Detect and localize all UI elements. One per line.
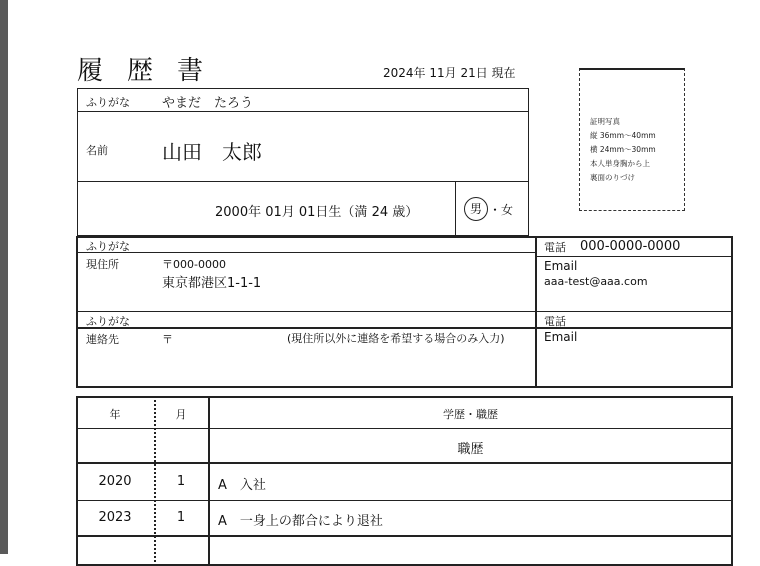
window-edge bbox=[0, 0, 8, 554]
address-postal[interactable]: 〒000-0000 bbox=[162, 258, 226, 271]
address-label: 現住所 bbox=[86, 258, 119, 271]
phone-label: 電話 bbox=[544, 241, 566, 254]
furigana-value[interactable]: やまだ たろう bbox=[162, 96, 254, 111]
contact-furigana-label: ふりがな bbox=[86, 315, 130, 328]
document-title bbox=[77, 50, 227, 87]
photo-placeholder[interactable] bbox=[579, 68, 685, 211]
divider bbox=[76, 327, 733, 329]
email-label: Email bbox=[544, 259, 578, 273]
address-value[interactable]: 東京都港区1-1-1 bbox=[162, 276, 262, 291]
gender-male: 男 bbox=[469, 202, 482, 216]
address-furigana-label: ふりがな bbox=[86, 240, 130, 253]
email-value[interactable]: aaa-test@aaa.com bbox=[544, 275, 648, 288]
gender-male-circle[interactable] bbox=[464, 197, 488, 221]
divider bbox=[76, 535, 733, 537]
divider bbox=[76, 311, 733, 312]
title-char-1: 履 bbox=[77, 56, 106, 86]
title-char-2: 歴 bbox=[127, 56, 156, 86]
col-year-header: 年 bbox=[109, 408, 121, 421]
contact-email-label: Email bbox=[544, 330, 578, 344]
divider bbox=[76, 462, 733, 464]
gender-female[interactable]: ・女 bbox=[489, 203, 514, 217]
phone-value[interactable]: 000-0000-0000 bbox=[580, 239, 681, 254]
divider bbox=[76, 252, 535, 253]
col-month-header: 月 bbox=[175, 408, 187, 421]
name-value[interactable]: 山田 太郎 bbox=[162, 140, 262, 164]
contact-postal[interactable]: 〒 bbox=[162, 333, 173, 346]
row-1-month[interactable]: 1 bbox=[176, 474, 186, 489]
divider bbox=[535, 256, 733, 257]
photo-note-3: 横 24mm〜30mm bbox=[590, 145, 656, 154]
row-2-year[interactable]: 2023 bbox=[98, 510, 132, 525]
row-2-desc[interactable]: A 一身上の都合により退社 bbox=[218, 514, 383, 529]
divider bbox=[76, 428, 733, 429]
contact-phone-label: 電話 bbox=[544, 315, 566, 328]
photo-note-2: 縦 36mm〜40mm bbox=[590, 131, 656, 140]
divider bbox=[77, 181, 529, 182]
section-label: 職歴 bbox=[457, 442, 484, 457]
title-char-3: 書 bbox=[177, 56, 206, 86]
furigana-label: ふりがな bbox=[86, 96, 130, 109]
contact-label: 連絡先 bbox=[86, 333, 119, 346]
name-label: 名前 bbox=[86, 144, 108, 157]
contact-note: (現住所以外に連絡を希望する場合のみ入力) bbox=[287, 332, 505, 345]
photo-note-1: 証明写真 bbox=[590, 117, 620, 126]
birth-date[interactable]: 2000年 01月 01日生（満 24 歳） bbox=[215, 205, 419, 220]
row-1-year[interactable]: 2020 bbox=[98, 474, 132, 489]
row-2-month[interactable]: 1 bbox=[176, 510, 186, 525]
divider bbox=[77, 111, 529, 112]
photo-note-5: 裏面のりづけ bbox=[590, 173, 635, 182]
document-date: 2024年 11月 21日 現在 bbox=[383, 66, 516, 80]
photo-note-4: 本人単身胸から上 bbox=[590, 159, 650, 168]
divider bbox=[76, 500, 733, 501]
col-desc-header: 学歴・職歴 bbox=[443, 408, 498, 421]
divider bbox=[535, 236, 537, 388]
row-1-desc[interactable]: A 入社 bbox=[218, 478, 266, 493]
divider bbox=[455, 181, 456, 236]
